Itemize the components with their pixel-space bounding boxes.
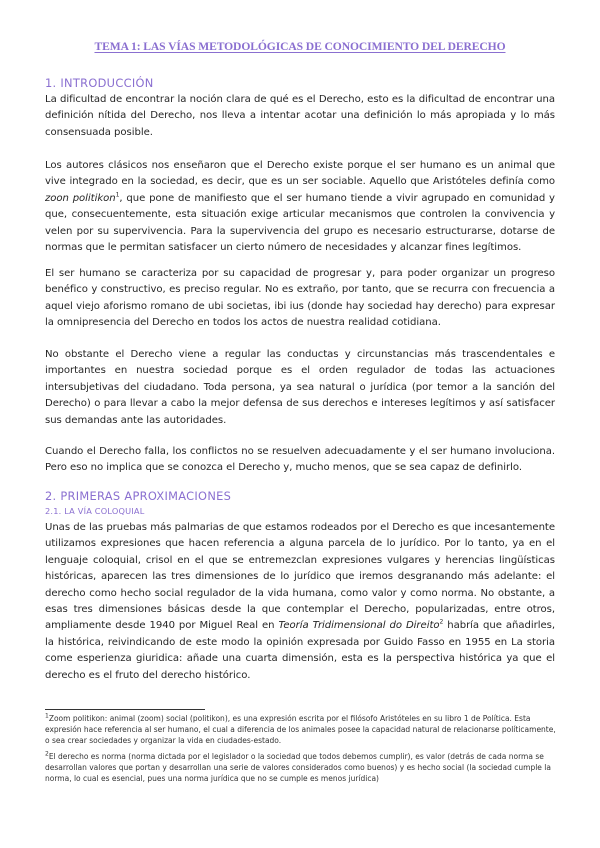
italic-term: Teoría Tridimensional do Direito — [278, 620, 440, 632]
footnote-ref[interactable]: 1 — [115, 191, 120, 199]
footnote-ref[interactable]: 2 — [439, 619, 444, 627]
paragraph-text: Los autores clásicos nos enseñaron que el Derecho existe porque el ser humano es un animal que vive integrado en la sociedad, es decir, que es un ser sociable. Aquello que Aristóteles definía como — [45, 160, 555, 188]
paragraph-text: , que pone de manifiesto que el ser humano tiende a vivir agrupado en comunidad y que, consecuentemente, esta situación exige articular mecanismos que controlen la convivencia y velen por su supervivencia. Para la supervivencia del grupo es necesario estructurarse, dotarse de normas que le permitan satisfacer un cierto número de necesidades y alcanzar fines legítimos. — [45, 192, 555, 254]
paragraph — [45, 158, 555, 256]
section-heading-introduccion: 1. INTRODUCCIÓN — [45, 76, 154, 90]
paragraph-text: Unas de las pruebas más palmarias de que estamos rodeados por el Derecho es que incesantemente utilizamos expresiones que hacen referencia a alguna parcela de lo jurídico. Por lo tanto, ya en el lenguaje coloquial, crisol en el que se entremezclan expresiones vulgares y herencias lingüísticas históricas, aparecen las tres dimensiones de lo jurídico que iremos desgranando más adelante: el derecho como hecho social regulador de la vida humana, como valor y como norma. No obstante, a esas tres dimensiones básicas desde la que contemplar el Derecho, popularizadas, entre otros, ampliamente desde 1940 por Miguel Real en — [45, 522, 555, 632]
paragraph: Cuando el Derecho falla, los conflictos no se resuelven adecuadamente y el ser humano involuciona. Pero eso no implica que se conozca el Derecho y, mucho menos, que se sea capaz de definirlo. — [45, 446, 555, 474]
document-title: TEMA 1: LAS VÍAS METODOLÓGICAS DE CONOCIMIENTO DEL DERECHO — [94, 40, 506, 53]
section-heading-primeras-aproximaciones: 2. PRIMERAS APROXIMACIONES — [45, 489, 232, 503]
italic-term: zoon politikon — [45, 192, 116, 204]
paragraph-text: habría que añadirles, la histórica, reivindicando de este modo la opinión expresada por Guido Fasso en 1955 en La storia come esperienza giuridica: añade una cuarta dimensión, esta es la perspectiva histórica ya que el derecho es el fruto del derecho histórico. — [45, 620, 555, 681]
footnote-2 — [45, 752, 560, 784]
footnote-mark: 1 — [45, 712, 49, 720]
subsection-heading-via-coloquial: 2.1. LA VÍA COLOQUIAL — [45, 506, 145, 516]
footnote-divider — [45, 709, 205, 710]
paragraph: La dificultad de encontrar la noción clara de qué es el Derecho, esto es la dificultad de encontrar una definición nítida del Derecho, nos lleva a intentar acotar una definición lo más apropiada y lo más consensuada posible. — [45, 94, 555, 138]
footnote-1 — [45, 714, 560, 746]
footnote-text: Zoom politikon: animal (zoom) social (politikon), es una expresión escrita por el filósofo Aristóteles en su libro 1 de Política. Esta expresión hace referencia al ser humano, el cual a diferencia de los animales posee la capacidad natural de relacionarse políticamente, o sea crear sociedades y organizar la vida en ciudades-estado. — [45, 714, 556, 745]
paragraph: No obstante el Derecho viene a regular las conductas y circunstancias más trascendentales e importantes en nuestra sociedad porque es el orden regulador de todas las actuaciones intersubjetivas del ciudadano. Toda persona, ya sea natural o jurídica (por temor a la sanción del Derecho) o para llevar a cabo la mejor defensa de sus derechos e intereses legítimos y así satisfacer sus demandas ante las autoridades. — [45, 349, 555, 426]
paragraph: El ser humano se caracteriza por su capacidad de progresar y, para poder organizar un progreso benéfico y constructivo, es preciso regular. No es extraño, por tanto, que se recurra con frecuencia a aquel viejo aforismo romano de ubi societas, ibi ius (donde hay sociedad hay derecho) para expresar la omnipresencia del Derecho en todos los actos de nuestra realidad cotidiana. — [45, 268, 555, 329]
footnote-text: El derecho es norma (norma dictada por el legislador o la sociedad que todos debemos cumplir), es valor (detrás de cada norma se desarrollan valores que portan y desarrollan una serie de valores considerados como buenos) y es hecho social (la sociedad cumple la norma, lo cual es esencial, pues una norma jurídica que no se cumple es menos jurídica) — [45, 752, 551, 783]
paragraph — [45, 520, 555, 684]
footnote-mark: 2 — [45, 750, 49, 758]
